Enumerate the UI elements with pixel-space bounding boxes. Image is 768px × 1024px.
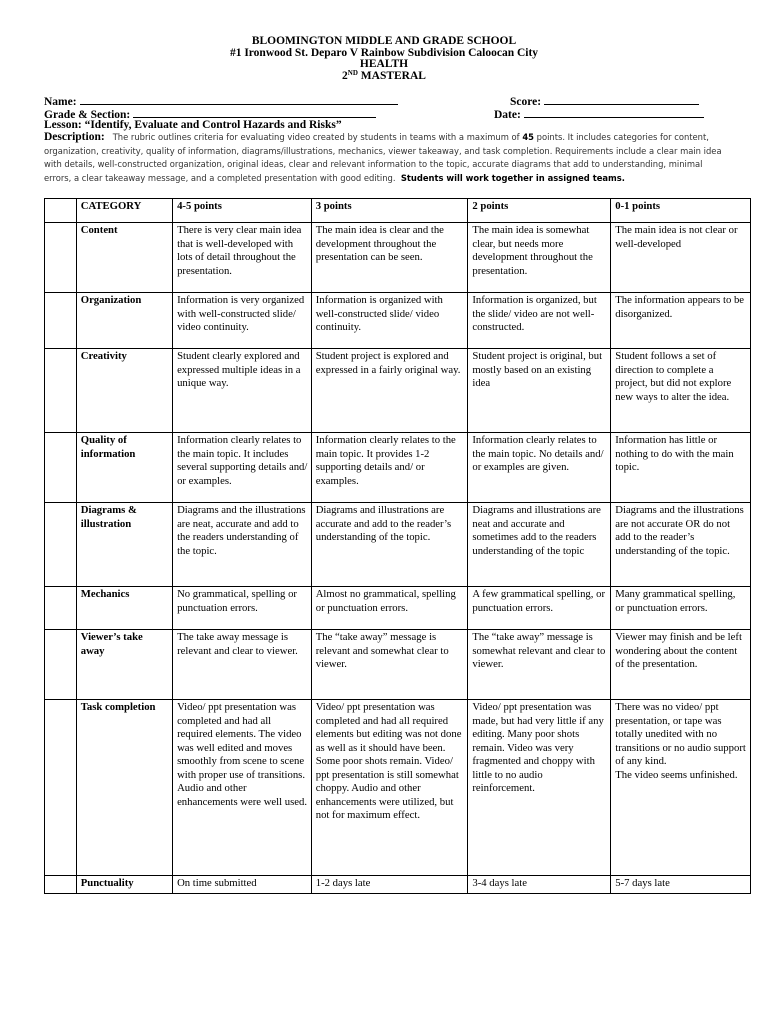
stub-cell bbox=[45, 876, 77, 894]
table-header-row bbox=[45, 199, 751, 223]
table-row bbox=[45, 433, 751, 503]
grade-section-label: Grade & Section: bbox=[44, 108, 131, 121]
criteria-cell: Diagrams and illustrations are accurate and add to the reader’s understanding of the topic. bbox=[311, 503, 468, 587]
category-cell: Creativity bbox=[76, 349, 172, 433]
criteria-cell: The “take away” message is relevant and somewhat clear to viewer. bbox=[311, 630, 468, 700]
criteria-cell: There is very clear main idea that is well-developed with lots of detail throughout the presentation. bbox=[173, 223, 312, 293]
criteria-cell: Information clearly relates to the main topic. It includes several supporting details and/ or examples. bbox=[173, 433, 312, 503]
criteria-cell: Student project is original, but mostly based on an existing idea bbox=[468, 349, 611, 433]
criteria-cell: Diagrams and the illustrations are neat, accurate and add to the readers understanding of the topic. bbox=[173, 503, 312, 587]
score-label: Score: bbox=[510, 96, 542, 108]
category-cell: Punctuality bbox=[76, 876, 172, 894]
header-cell-0-1-points: 0-1 points bbox=[611, 199, 751, 223]
criteria-cell: 3-4 days late bbox=[468, 876, 611, 894]
table-row bbox=[45, 349, 751, 433]
table-row bbox=[45, 587, 751, 630]
criteria-cell: Information is organized with well-constructed slide/ video continuity. bbox=[311, 293, 468, 349]
name-label: Name: bbox=[44, 96, 77, 108]
category-cell: Content bbox=[76, 223, 172, 293]
criteria-cell: The take away message is relevant and clear to viewer. bbox=[173, 630, 312, 700]
term-title bbox=[0, 68, 768, 83]
table-row bbox=[45, 223, 751, 293]
criteria-cell: The information appears to be disorganized. bbox=[611, 293, 751, 349]
header-cell-2-points: 2 points bbox=[468, 199, 611, 223]
criteria-cell: Student project is explored and expressed in a fairly original way. bbox=[311, 349, 468, 433]
criteria-cell: Information is organized, but the slide/ video are not well-constructed. bbox=[468, 293, 611, 349]
criteria-cell: Video/ ppt presentation was completed and had all required elements. The video was well edited and moves smoothly from scene to scene with proper use of transitions. Audio and other enhancements were well used. bbox=[173, 700, 312, 876]
description-text-before: The rubric outlines criteria for evaluating video created by students in teams with a maximum of bbox=[112, 132, 520, 142]
stub-cell bbox=[45, 223, 77, 293]
category-cell: Diagrams & illustration bbox=[76, 503, 172, 587]
criteria-cell: Many grammatical spelling, or punctuation errors. bbox=[611, 587, 751, 630]
header-cell-category: CATEGORY bbox=[76, 199, 172, 223]
school-address: #1 Ironwood St. Deparo V Rainbow Subdivision Caloocan City bbox=[229, 46, 539, 59]
criteria-cell: Student follows a set of direction to complete a project, but did not explore new ways to alter the idea. bbox=[611, 349, 751, 433]
table-row bbox=[45, 293, 751, 349]
criteria-cell: Video/ ppt presentation was made, but had very little if any editing. Many poor shots remain. Video was very fragmented and choppy with little to no audio reinforcement. bbox=[468, 700, 611, 876]
stub-header-cell bbox=[45, 199, 77, 223]
description-paragraph bbox=[44, 131, 726, 185]
category-cell: Organization bbox=[76, 293, 172, 349]
description-text-after: points. It includes categories for content, organization, creativity, quality of information, diagrams/illustrations, mechanics, viewer takeaway, and task completion. Requirements include a clear main idea with details, well-constructed organization, original ideas, clear and relevant information to the topic, accurate diagrams that add to understanding, minimal errors, a clear takeaway message, and a completed presentation with good editing. bbox=[44, 132, 722, 183]
stub-cell bbox=[45, 587, 77, 630]
criteria-cell: The “take away” message is somewhat relevant and clear to viewer. bbox=[468, 630, 611, 700]
header-cell-3-points: 3 points bbox=[311, 199, 468, 223]
criteria-cell: Information clearly relates to the main topic. No details and/ or examples are given. bbox=[468, 433, 611, 503]
criteria-cell: Student clearly explored and expressed multiple ideas in a unique way. bbox=[173, 349, 312, 433]
criteria-cell: Information is very organized with well-constructed slide/ video continuity. bbox=[173, 293, 312, 349]
term-number: 2 bbox=[342, 69, 348, 82]
student-info-fields bbox=[44, 94, 724, 132]
grade-section-blank[interactable] bbox=[133, 107, 376, 118]
table-row bbox=[45, 503, 751, 587]
header-cell-4-5-points: 4-5 points bbox=[173, 199, 312, 223]
description-closing: Students will work together in assigned teams. bbox=[400, 172, 625, 183]
date-label: Date: bbox=[494, 108, 521, 121]
criteria-cell: No grammatical, spelling or punctuation errors. bbox=[173, 587, 312, 630]
rubric-table bbox=[44, 198, 751, 894]
criteria-cell: Almost no grammatical, spelling or punctuation errors. bbox=[311, 587, 468, 630]
criteria-cell: 5-7 days late bbox=[611, 876, 751, 894]
category-cell: Viewer’s take away bbox=[76, 630, 172, 700]
school-name: BLOOMINGTON MIDDLE AND GRADE SCHOOL bbox=[251, 35, 517, 47]
term-word: MASTERAL bbox=[360, 69, 426, 82]
document-header bbox=[0, 36, 768, 82]
criteria-cell: The main idea is somewhat clear, but needs more development throughout the presentation. bbox=[468, 223, 611, 293]
category-cell: Quality of information bbox=[76, 433, 172, 503]
stub-cell bbox=[45, 700, 77, 876]
description-label: Description: bbox=[44, 131, 105, 143]
table-row bbox=[45, 876, 751, 894]
category-cell: Mechanics bbox=[76, 587, 172, 630]
description-points: 45 bbox=[522, 132, 534, 142]
criteria-cell: On time submitted bbox=[173, 876, 312, 894]
criteria-cell: Viewer may finish and be left wondering about the content of the presentation. bbox=[611, 630, 751, 700]
criteria-cell: Video/ ppt presentation was completed and had all required elements but editing was not done as well as it should have been. Some poor shots remain. Video/ ppt presentation is still somewhat choppy. Audio and other enhancements were utilized, but not for maximum effect. bbox=[311, 700, 468, 876]
criteria-cell: There was no video/ ppt presentation, or tape was totally unedited with no transitions or no audio support of any kind. The video seems unfinished. bbox=[611, 700, 751, 876]
stub-cell bbox=[45, 349, 77, 433]
category-cell: Task completion bbox=[76, 700, 172, 876]
score-blank[interactable] bbox=[544, 94, 699, 105]
criteria-cell: The main idea is clear and the development throughout the presentation can be seen. bbox=[311, 223, 468, 293]
stub-cell bbox=[45, 293, 77, 349]
criteria-cell: 1-2 days late bbox=[311, 876, 468, 894]
stub-cell bbox=[45, 503, 77, 587]
criteria-cell: Diagrams and illustrations are neat and accurate and sometimes add to the readers understanding of the topic bbox=[468, 503, 611, 587]
criteria-cell: The main idea is not clear or well-developed bbox=[611, 223, 751, 293]
lesson-title: Lesson: “Identify, Evaluate and Control Hazards and Risks” bbox=[44, 119, 342, 131]
stub-cell bbox=[45, 630, 77, 700]
stub-cell bbox=[45, 433, 77, 503]
criteria-cell: Diagrams and the illustrations are not accurate OR do not add to the reader’s understanding of the topic. bbox=[611, 503, 751, 587]
term-superscript: ND bbox=[347, 68, 358, 77]
date-blank[interactable] bbox=[524, 107, 704, 118]
subject-title: HEALTH bbox=[359, 58, 409, 70]
table-row bbox=[45, 700, 751, 876]
name-blank[interactable] bbox=[80, 94, 398, 105]
criteria-cell: Information has little or nothing to do with the main topic. bbox=[611, 433, 751, 503]
criteria-cell: A few grammatical spelling, or punctuation errors. bbox=[468, 587, 611, 630]
table-row bbox=[45, 630, 751, 700]
criteria-cell: Information clearly relates to the main topic. It provides 1-2 supporting details and/ or examples. bbox=[311, 433, 468, 503]
